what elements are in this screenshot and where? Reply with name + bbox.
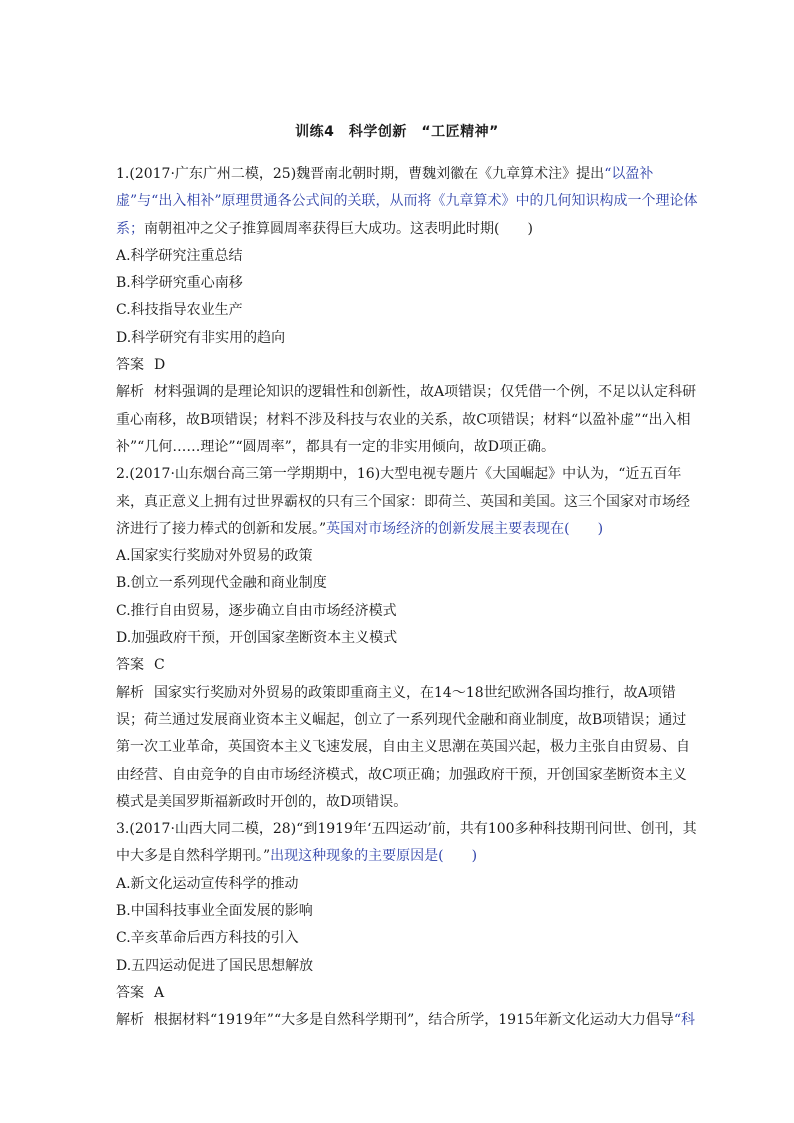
- question-3-option-c: C.辛亥革命后西方科技的引入: [116, 930, 299, 947]
- question-1-stem-end: 南朝祖冲之父子推算圆周率获得巨大成功。这表明此时期( ): [144, 220, 533, 237]
- answer-label: 答案: [116, 357, 144, 374]
- question-1-option-d: D.科学研究有非实用的趋向: [116, 329, 286, 346]
- question-3-option-a: A.新文化运动宣传科学的推动: [116, 875, 299, 892]
- answer-label: 答案: [116, 657, 144, 674]
- question-1-stem-quote: “以盈补虚”与: [116, 166, 654, 210]
- question-2-stem-part: 2.(2017·山东烟台高三第一学期期中，16)大型电视专题片《大国崛起》中认为，: [116, 466, 619, 483]
- question-1-stem-quote-2: “出入相补”原理贯通各公式间的关联，从而将《九章算术》中的几何知识构成一个理论体系；: [116, 193, 698, 237]
- question-1-answer: [116, 352, 700, 379]
- analysis-label: 解析: [116, 684, 144, 701]
- question-2-option-c: C.推行自由贸易，逐步确立自由市场经济模式: [116, 602, 397, 619]
- question-2-option-b: B.创立一系列现代金融和商业制度: [116, 575, 327, 592]
- question-3-analysis: [116, 1007, 700, 1034]
- page-title: 训练4 科学创新 “工匠精神”: [295, 124, 499, 140]
- question-3-answer: [116, 980, 700, 1007]
- analysis-text: 材料强调的是理论知识的逻辑性和创新性，故A项错误；仅凭借一个例，不足以认定科研重心南移，故B项错误；材料不涉及科技与农业的关系，故C项错误；材料“以盈补虚”“出入相补”“几何……理论”“圆周率”，都具有一定的非实用倾向，故D项正确。: [116, 384, 697, 455]
- question-2-stem: [116, 461, 700, 543]
- analysis-text: 根据材料“1919年”“大多是自然科学期刊”，结合所学，1915年新文化运动大力倡导: [154, 1012, 674, 1029]
- question-2-option-d: D.加强政府干预，开创国家垄断资本主义模式: [116, 630, 398, 647]
- answer-value: D: [154, 357, 166, 374]
- question-2-option-a: A.国家实行奖励对外贸易的政策: [116, 548, 313, 565]
- question-2-answer: [116, 652, 700, 679]
- question-1-stem-part: 1.(2017·广东广州二模，25)魏晋南北朝时期，曹魏刘徽在《九章算术注》提出: [116, 166, 605, 182]
- analysis-text: 国家实行奖励对外贸易的政策即重商主义，在14～18世纪欧洲各国均推行，故A项错误；荷兰通过发展商业资本主义崛起，创立了一系列现代金融和商业制度，故B项错误；通过第一次工业革命，英国资本主义飞速发展，自由主义思潮在英国兴起，极力主张自由贸易、自由经营、自由竞争的自由市场经济模式，故C项正确；加强政府干预，开创国家垄断资本主义模式是美国罗斯福新政时开创的，故D项错误。: [116, 684, 690, 810]
- question-3-stem: [116, 816, 700, 871]
- question-1-analysis: [116, 379, 700, 461]
- question-2-stem-end: 英国对市场经济的创新发展主要表现在( ): [326, 520, 604, 537]
- question-3-option-d: D.五四运动促进了国民思想解放: [116, 957, 314, 974]
- question-1-option-a: A.科学研究注重总结: [116, 247, 243, 264]
- answer-label: 答案: [116, 984, 144, 1001]
- question-1-stem: [116, 161, 700, 243]
- analysis-label: 解析: [116, 384, 144, 401]
- question-2-stem-quote: “近五百年来，真正意义上拥有过世界霸权的只有三个国家：即荷兰、英国和美国。这三个国家对市场经济进行了接力棒式的创新和发展。”: [116, 466, 690, 537]
- question-3-stem-end: 出现这种现象的主要原因是( ): [270, 848, 478, 865]
- question-list: [116, 161, 700, 1035]
- question-2-analysis: [116, 680, 700, 816]
- question-1-option-b: B.科学研究重心南移: [116, 275, 243, 292]
- answer-value: C: [154, 657, 165, 674]
- analysis-label: 解析: [116, 1012, 144, 1029]
- question-3-stem-part: 3.(2017·山西大同二模，28)“到1919年‘五四运动’前，共有100多种科技期刊问世、创刊，其中大多是自然科学期刊。”: [116, 821, 697, 865]
- question-3-option-b: B.中国科技事业全面发展的影响: [116, 903, 313, 920]
- analysis-text-quote: “科: [673, 1012, 696, 1029]
- answer-value: A: [154, 984, 165, 1001]
- question-1-option-c: C.科技指导农业生产: [116, 302, 243, 319]
